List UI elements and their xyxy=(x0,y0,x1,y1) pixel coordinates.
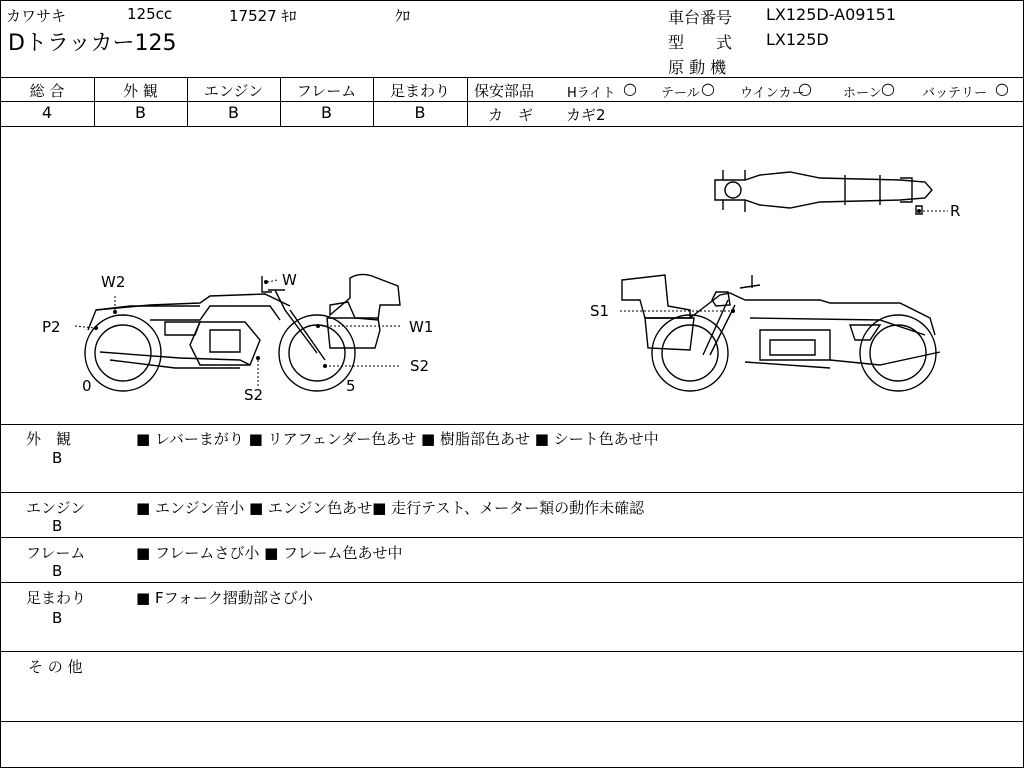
grade-exterior-value: B xyxy=(135,103,146,122)
safety-battery-mark: ○ xyxy=(995,79,1009,98)
divider xyxy=(0,424,1024,425)
mark-s2-engine: S2 xyxy=(244,386,264,404)
divider xyxy=(0,721,1024,722)
divider xyxy=(0,651,1024,652)
frame-no-label: 車台番号 xyxy=(668,8,733,27)
remark-exterior-text: ■ レバーまがり ■ リアフェンダー色あせ ■ 樹脂部色あせ ■ シート色あせ中 xyxy=(136,430,659,448)
divider xyxy=(0,492,1024,493)
safety-winker-mark: ○ xyxy=(798,79,812,98)
displacement: 125cc xyxy=(127,5,173,23)
remark-suspension-section: 足まわり xyxy=(26,589,87,607)
mileage: 17527 ｷﾛ xyxy=(229,7,297,25)
divider xyxy=(467,101,1024,102)
divider xyxy=(0,537,1024,538)
mark-0: 0 xyxy=(82,377,92,395)
mark-w2: W2 xyxy=(101,273,126,291)
grade-overall-value: 4 xyxy=(41,103,53,122)
engine-label: 原 動 機 xyxy=(668,58,727,77)
mark-w: W xyxy=(282,271,297,289)
remark-engine-grade: B xyxy=(52,517,63,535)
mark-s1: S1 xyxy=(590,302,610,320)
divider xyxy=(0,77,1024,78)
safety-tail-mark: ○ xyxy=(701,79,715,98)
grade-suspension-value: B xyxy=(414,103,426,122)
remark-frame-text: ■ フレームさび小 ■ フレーム色あせ中 xyxy=(136,544,403,562)
remark-frame-section: フレーム xyxy=(26,544,86,562)
remark-suspension-grade: B xyxy=(52,609,63,627)
divider xyxy=(0,582,1024,583)
mark-p2: P2 xyxy=(42,318,61,336)
key-label: カ ギ xyxy=(488,106,534,124)
remark-exterior-grade: B xyxy=(52,449,63,467)
mark-r: R xyxy=(950,202,961,220)
remark-engine-section: エンジン xyxy=(26,499,86,517)
remark-exterior-section: 外 観 xyxy=(26,430,72,448)
safety-battery-label: バッテリー xyxy=(922,86,988,101)
safety-parts-label: 保安部品 xyxy=(474,82,535,100)
type-label: 型 式 xyxy=(668,33,733,52)
remark-engine-text: ■ エンジン音小 ■ エンジン色あせ■ 走行テスト、メーター類の動作未確認 xyxy=(136,499,645,517)
grade-overall-label: 総 合 xyxy=(29,82,65,100)
motorcycle-diagram xyxy=(0,127,1024,424)
maker-name: カワサキ xyxy=(6,7,67,25)
body-color: ｸﾛ xyxy=(395,7,411,25)
grade-engine-label: エンジン xyxy=(203,82,264,100)
mark-5: 5 xyxy=(346,377,356,395)
grade-suspension-label: 足まわり xyxy=(389,82,450,100)
bike-top-view xyxy=(715,170,932,214)
frame-no-value: LX125D-A09151 xyxy=(766,5,896,24)
safety-horn-label: ホーン xyxy=(843,86,882,101)
mark-w1: W1 xyxy=(409,318,434,336)
model-name: Dトラッカー125 xyxy=(8,31,177,56)
grade-frame-value: B xyxy=(321,103,332,122)
safety-headlight-mark: ○ xyxy=(623,79,637,98)
safety-horn-mark: ○ xyxy=(881,79,895,98)
remark-frame-grade: B xyxy=(52,562,63,580)
safety-winker-label: ウインカー xyxy=(740,86,805,101)
grade-engine-value: B xyxy=(228,103,239,122)
bike-right-side-view xyxy=(622,275,940,391)
remark-other-section: そ の 他 xyxy=(28,658,83,676)
grade-frame-label: フレーム xyxy=(296,82,357,100)
remark-suspension-text: ■ Fフォーク摺動部さび小 xyxy=(136,589,313,607)
safety-tail-label: テール xyxy=(661,86,700,101)
key-value: カギ2 xyxy=(566,106,606,124)
type-value: LX125D xyxy=(766,30,829,49)
safety-headlight-label: Hライト xyxy=(567,86,616,101)
grade-exterior-label: 外 観 xyxy=(123,82,158,100)
divider xyxy=(467,78,468,126)
bike-left-side-view xyxy=(85,274,400,391)
mark-s2-front: S2 xyxy=(410,357,430,375)
